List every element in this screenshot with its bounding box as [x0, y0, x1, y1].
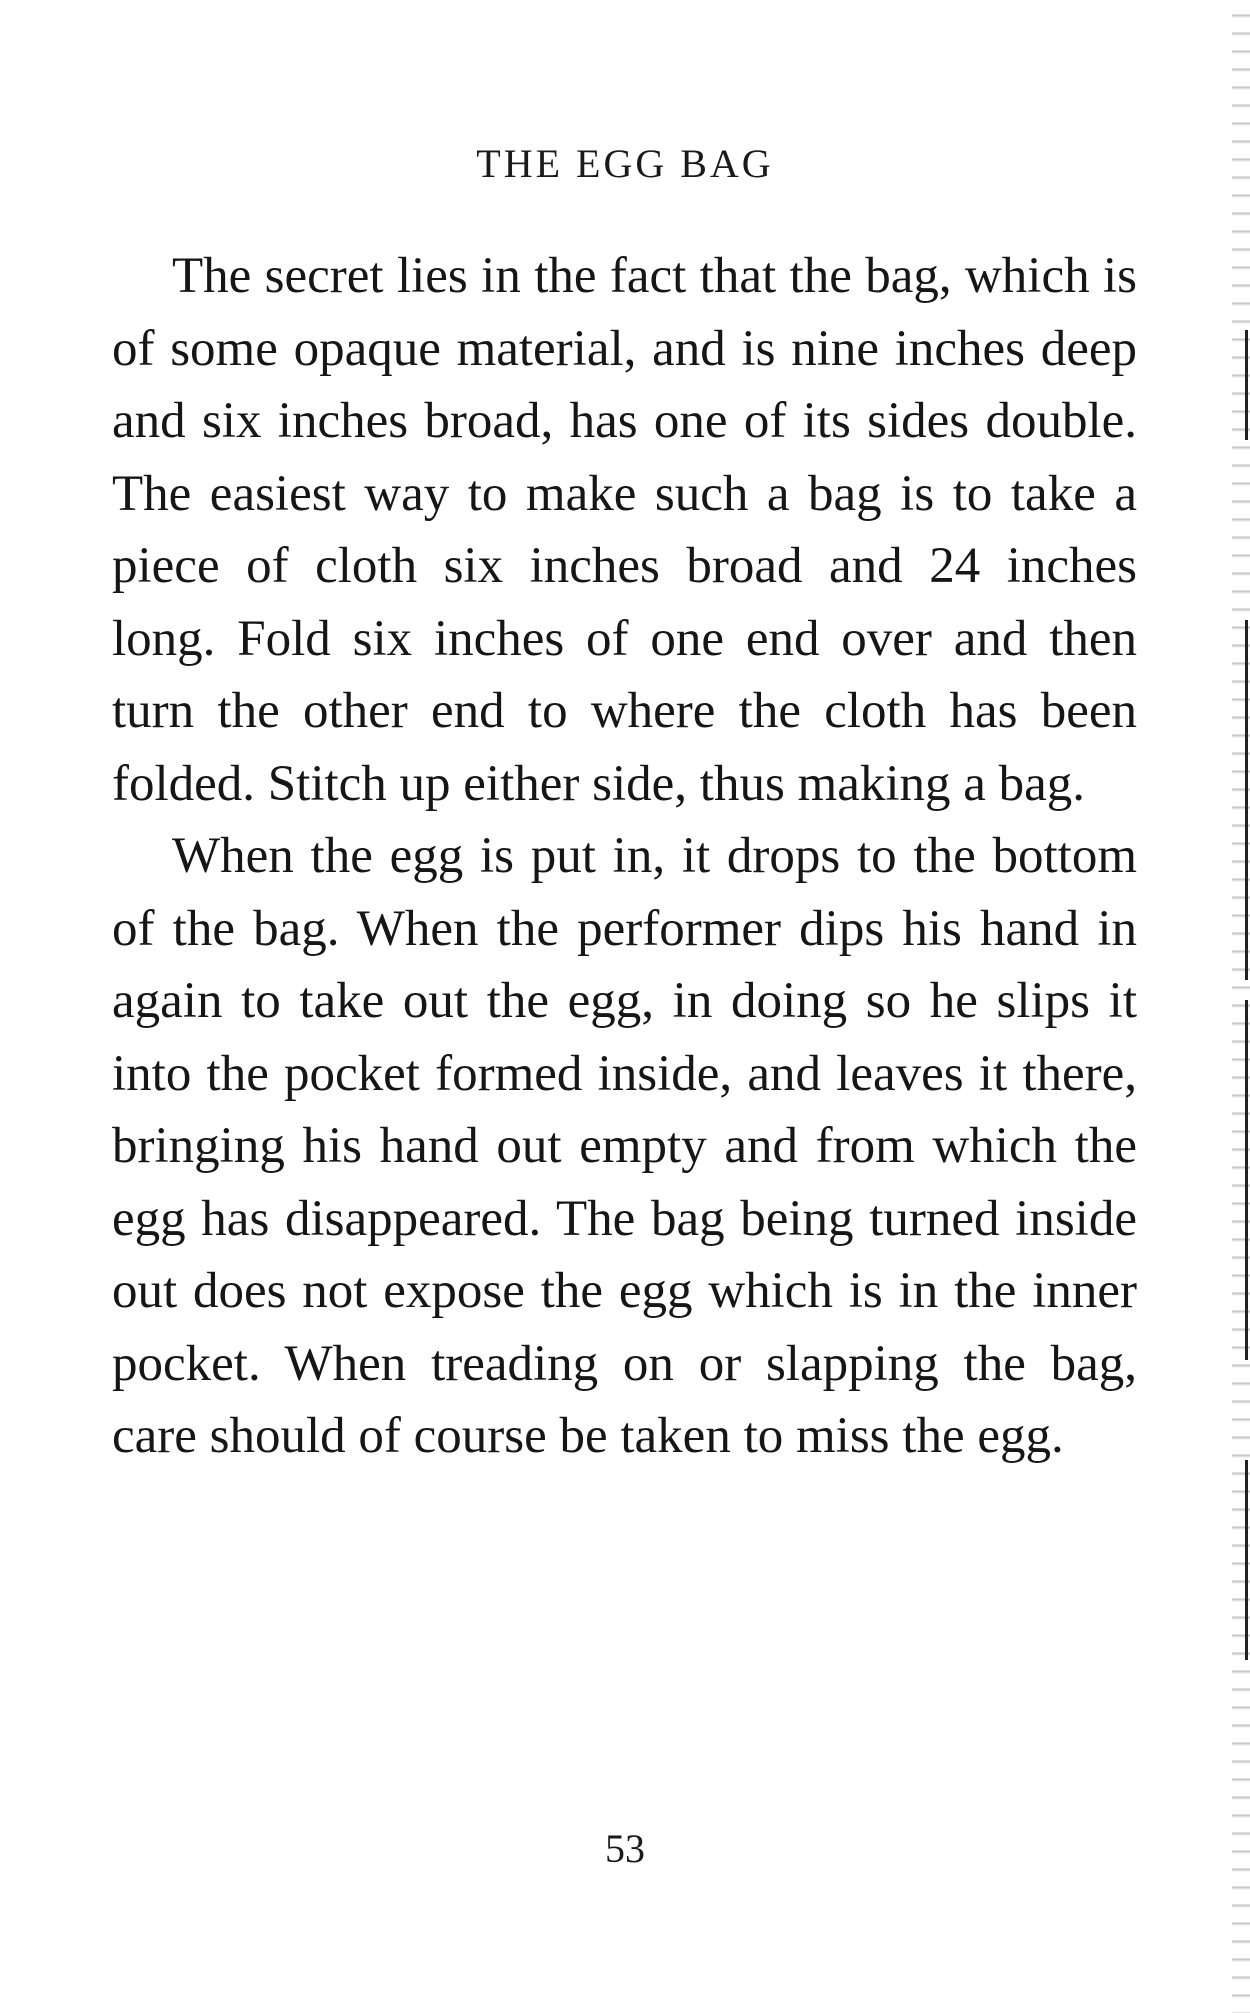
- scan-edge-line: [1245, 1460, 1248, 1660]
- scan-edge-line: [1245, 330, 1248, 440]
- scan-edge-line: [1245, 1000, 1248, 1360]
- page-number: 53: [605, 1826, 645, 1871]
- running-head: THE EGG BAG: [476, 141, 774, 186]
- paragraph: When the egg is put in, it drops to the bottom of the bag. When the performer dips his hand in again to take out the egg, in doing so he slips it into the pocket formed inside, and leaves it there, bringing his hand out empty and from which the egg has disappeared. The bag being turned inside out does not expose the egg which is in the inner pocket. When treading on or slapping the bag, care should of course be taken to miss the egg.: [112, 828, 1137, 1464]
- scan-edge-line: [1245, 620, 1248, 980]
- paragraph: The secret lies in the fact that the bag, which is of some opaque material, and is nine inches deep and six inches broad, has one of its sides double. The easiest way to make such a bag is to take a piece of cloth six inches broad and 24 inches long. Fold six inches of one end over and then turn the other end to where the cloth has been folded. Stitch up either side, thus making a bag.: [112, 248, 1137, 812]
- body-text: [112, 240, 1137, 1473]
